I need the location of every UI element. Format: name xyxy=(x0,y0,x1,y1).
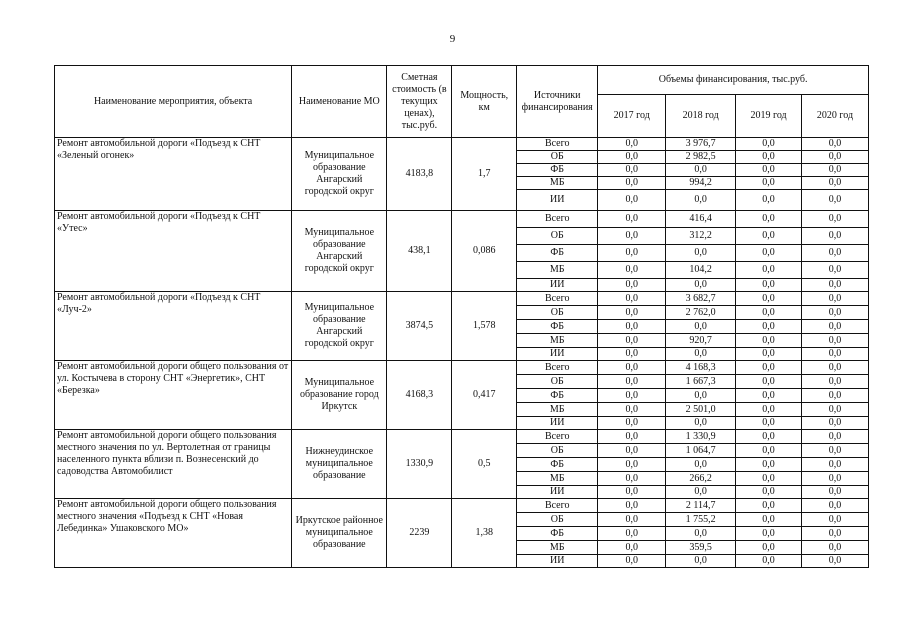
funding-value: 0,0 xyxy=(736,348,802,361)
funding-value: 0,0 xyxy=(801,228,868,245)
funding-value: 0,0 xyxy=(736,262,802,279)
project-power: 0,5 xyxy=(452,430,517,499)
funding-value: 416,4 xyxy=(666,211,736,228)
funding-value: 0,0 xyxy=(736,375,802,389)
funding-value: 0,0 xyxy=(736,279,802,292)
funding-value: 0,0 xyxy=(801,361,868,375)
funding-value: 0,0 xyxy=(598,375,666,389)
funding-value: 0,0 xyxy=(598,361,666,375)
funding-source: Всего xyxy=(517,430,598,444)
funding-value: 0,0 xyxy=(598,417,666,430)
table-row xyxy=(55,499,869,513)
funding-source: Всего xyxy=(517,499,598,513)
funding-source: ИИ xyxy=(517,190,598,211)
funding-value: 1 330,9 xyxy=(666,430,736,444)
funding-value: 0,0 xyxy=(666,417,736,430)
funding-source: МБ xyxy=(517,177,598,190)
funding-value: 0,0 xyxy=(666,348,736,361)
project-power: 1,578 xyxy=(452,292,517,361)
funding-value: 0,0 xyxy=(736,211,802,228)
funding-value: 0,0 xyxy=(736,403,802,417)
funding-source: ОБ xyxy=(517,513,598,527)
funding-value: 0,0 xyxy=(736,177,802,190)
funding-value: 0,0 xyxy=(666,486,736,499)
funding-value: 0,0 xyxy=(736,245,802,262)
project-cost: 438,1 xyxy=(387,211,452,292)
funding-value: 0,0 xyxy=(666,279,736,292)
funding-value: 0,0 xyxy=(801,306,868,320)
funding-value: 0,0 xyxy=(801,527,868,541)
funding-source: ОБ xyxy=(517,444,598,458)
page-number: 9 xyxy=(449,33,456,45)
funding-value: 0,0 xyxy=(801,541,868,555)
funding-value: 0,0 xyxy=(736,444,802,458)
funding-source: ИИ xyxy=(517,417,598,430)
funding-value: 0,0 xyxy=(736,151,802,164)
funding-value: 0,0 xyxy=(736,334,802,348)
funding-value: 0,0 xyxy=(598,177,666,190)
funding-value: 0,0 xyxy=(598,138,666,151)
funding-value: 0,0 xyxy=(801,555,868,568)
funding-value: 0,0 xyxy=(598,555,666,568)
funding-value: 2 982,5 xyxy=(666,151,736,164)
funding-value: 0,0 xyxy=(801,499,868,513)
header-year: 2017 год xyxy=(598,95,666,138)
funding-value: 0,0 xyxy=(598,228,666,245)
funding-value: 0,0 xyxy=(598,334,666,348)
project-cost: 2239 xyxy=(387,499,452,568)
funding-value: 0,0 xyxy=(666,555,736,568)
funding-value: 0,0 xyxy=(801,279,868,292)
funding-value: 0,0 xyxy=(598,444,666,458)
project-name: Ремонт автомобильной дороги общего пользования от ул. Костычева в сторону СНТ «Энергетик», СНТ «Березка» xyxy=(55,361,292,430)
project-mo: Нижнеудинское муниципальное образование xyxy=(292,430,387,499)
funding-value: 0,0 xyxy=(801,513,868,527)
funding-source: МБ xyxy=(517,262,598,279)
project-mo: Иркутское районное муниципальное образование xyxy=(292,499,387,568)
header-volumes: Объемы финансирования, тыс.руб. xyxy=(598,66,869,95)
project-cost: 1330,9 xyxy=(387,430,452,499)
project-power: 1,38 xyxy=(452,499,517,568)
funding-value: 0,0 xyxy=(666,389,736,403)
project-cost: 4183,8 xyxy=(387,138,452,211)
funding-value: 4 168,3 xyxy=(666,361,736,375)
funding-value: 0,0 xyxy=(736,389,802,403)
funding-value: 0,0 xyxy=(598,279,666,292)
funding-value: 0,0 xyxy=(598,348,666,361)
funding-value: 0,0 xyxy=(801,245,868,262)
funding-value: 1 667,3 xyxy=(666,375,736,389)
funding-source: Всего xyxy=(517,138,598,151)
funding-value: 0,0 xyxy=(598,486,666,499)
funding-value: 0,0 xyxy=(598,389,666,403)
financing-table xyxy=(54,65,869,568)
funding-value: 0,0 xyxy=(598,292,666,306)
funding-source: ФБ xyxy=(517,389,598,403)
funding-value: 0,0 xyxy=(598,151,666,164)
funding-source: ФБ xyxy=(517,245,598,262)
funding-value: 0,0 xyxy=(801,375,868,389)
funding-value: 0,0 xyxy=(736,499,802,513)
header-power: Мощность, км xyxy=(452,66,517,138)
header-sources: Источники финансирования xyxy=(517,66,598,138)
funding-value: 2 501,0 xyxy=(666,403,736,417)
project-cost: 4168,3 xyxy=(387,361,452,430)
header-year: 2019 год xyxy=(736,95,802,138)
funding-value: 0,0 xyxy=(666,164,736,177)
funding-value: 0,0 xyxy=(736,164,802,177)
funding-value: 0,0 xyxy=(801,177,868,190)
funding-source: МБ xyxy=(517,334,598,348)
funding-value: 0,0 xyxy=(598,306,666,320)
funding-value: 0,0 xyxy=(598,320,666,334)
funding-value: 0,0 xyxy=(598,527,666,541)
funding-value: 0,0 xyxy=(801,292,868,306)
funding-source: ФБ xyxy=(517,164,598,177)
table-row xyxy=(55,211,869,228)
project-name: Ремонт автомобильной дороги общего пользования местного значения по ул. Вертолетная от границы населенного пункта вблизи п. Вознесенский до садоводства Автомобилист xyxy=(55,430,292,499)
funding-source: Всего xyxy=(517,211,598,228)
table-body xyxy=(55,138,869,568)
project-mo: Муниципальное образование Ангарский городской округ xyxy=(292,292,387,361)
funding-value: 0,0 xyxy=(801,403,868,417)
funding-value: 920,7 xyxy=(666,334,736,348)
table-row xyxy=(55,292,869,306)
funding-value: 0,0 xyxy=(666,527,736,541)
funding-value: 0,0 xyxy=(801,389,868,403)
funding-source: ИИ xyxy=(517,555,598,568)
funding-value: 0,0 xyxy=(736,417,802,430)
header-year: 2020 год xyxy=(801,95,868,138)
funding-value: 0,0 xyxy=(666,458,736,472)
funding-source: ФБ xyxy=(517,458,598,472)
funding-value: 0,0 xyxy=(598,190,666,211)
funding-value: 0,0 xyxy=(801,458,868,472)
funding-source: ИИ xyxy=(517,486,598,499)
funding-value: 104,2 xyxy=(666,262,736,279)
funding-source: МБ xyxy=(517,472,598,486)
funding-value: 0,0 xyxy=(736,190,802,211)
funding-value: 0,0 xyxy=(801,190,868,211)
funding-value: 0,0 xyxy=(801,334,868,348)
funding-value: 2 114,7 xyxy=(666,499,736,513)
header-mo: Наименование МО xyxy=(292,66,387,138)
funding-value: 0,0 xyxy=(736,527,802,541)
funding-value: 0,0 xyxy=(598,541,666,555)
funding-value: 0,0 xyxy=(598,164,666,177)
funding-value: 0,0 xyxy=(801,138,868,151)
table-row xyxy=(55,430,869,444)
funding-value: 0,0 xyxy=(736,361,802,375)
funding-source: ОБ xyxy=(517,151,598,164)
funding-value: 0,0 xyxy=(736,320,802,334)
funding-value: 0,0 xyxy=(736,228,802,245)
header-year: 2018 год xyxy=(666,95,736,138)
funding-source: ОБ xyxy=(517,375,598,389)
funding-value: 0,0 xyxy=(666,190,736,211)
project-mo: Муниципальное образование Ангарский городской округ xyxy=(292,211,387,292)
funding-source: Всего xyxy=(517,292,598,306)
funding-value: 0,0 xyxy=(801,320,868,334)
funding-source: ИИ xyxy=(517,279,598,292)
project-power: 0,417 xyxy=(452,361,517,430)
funding-value: 266,2 xyxy=(666,472,736,486)
funding-value: 0,0 xyxy=(598,245,666,262)
funding-value: 0,0 xyxy=(736,555,802,568)
funding-value: 0,0 xyxy=(801,262,868,279)
funding-value: 994,2 xyxy=(666,177,736,190)
table-row xyxy=(55,361,869,375)
funding-value: 0,0 xyxy=(598,211,666,228)
project-name: Ремонт автомобильной дороги «Подъезд к СНТ «Утес» xyxy=(55,211,292,292)
project-name: Ремонт автомобильной дороги общего пользования местного значения «Подъезд к СНТ «Новая Лебединка» Ушаковского МО» xyxy=(55,499,292,568)
funding-source: ОБ xyxy=(517,306,598,320)
funding-value: 0,0 xyxy=(598,430,666,444)
funding-value: 0,0 xyxy=(801,417,868,430)
funding-source: МБ xyxy=(517,403,598,417)
funding-source: ИИ xyxy=(517,348,598,361)
funding-source: Всего xyxy=(517,361,598,375)
funding-value: 0,0 xyxy=(666,245,736,262)
funding-value: 0,0 xyxy=(598,499,666,513)
funding-source: ОБ xyxy=(517,228,598,245)
table-row xyxy=(55,138,869,151)
funding-value: 359,5 xyxy=(666,541,736,555)
funding-source: ФБ xyxy=(517,527,598,541)
funding-value: 0,0 xyxy=(801,151,868,164)
funding-value: 3 682,7 xyxy=(666,292,736,306)
funding-value: 2 762,0 xyxy=(666,306,736,320)
funding-value: 0,0 xyxy=(736,430,802,444)
project-name: Ремонт автомобильной дороги «Подъезд к СНТ «Зеленый огонек» xyxy=(55,138,292,211)
funding-value: 312,2 xyxy=(666,228,736,245)
funding-value: 0,0 xyxy=(736,513,802,527)
funding-value: 0,0 xyxy=(736,541,802,555)
funding-value: 0,0 xyxy=(801,430,868,444)
funding-value: 0,0 xyxy=(736,472,802,486)
project-name: Ремонт автомобильной дороги «Подъезд к СНТ «Луч-2» xyxy=(55,292,292,361)
funding-value: 0,0 xyxy=(736,486,802,499)
header-name: Наименование мероприятия, объекта xyxy=(55,66,292,138)
funding-value: 0,0 xyxy=(801,444,868,458)
funding-value: 0,0 xyxy=(598,513,666,527)
funding-value: 0,0 xyxy=(736,306,802,320)
funding-value: 1 064,7 xyxy=(666,444,736,458)
funding-value: 3 976,7 xyxy=(666,138,736,151)
project-cost: 3874,5 xyxy=(387,292,452,361)
funding-value: 0,0 xyxy=(736,458,802,472)
funding-value: 0,0 xyxy=(801,348,868,361)
funding-value: 0,0 xyxy=(801,472,868,486)
funding-value: 0,0 xyxy=(598,403,666,417)
funding-value: 0,0 xyxy=(736,138,802,151)
funding-value: 0,0 xyxy=(598,262,666,279)
funding-value: 0,0 xyxy=(736,292,802,306)
funding-value: 0,0 xyxy=(801,164,868,177)
funding-value: 0,0 xyxy=(666,320,736,334)
project-mo: Муниципальное образование город Иркутск xyxy=(292,361,387,430)
header-cost: Сметная стоимость (в текущих ценах), тыс.руб. xyxy=(387,66,452,138)
funding-value: 0,0 xyxy=(801,486,868,499)
funding-value: 0,0 xyxy=(598,458,666,472)
funding-source: ФБ xyxy=(517,320,598,334)
funding-value: 1 755,2 xyxy=(666,513,736,527)
project-power: 1,7 xyxy=(452,138,517,211)
funding-value: 0,0 xyxy=(598,472,666,486)
project-power: 0,086 xyxy=(452,211,517,292)
funding-value: 0,0 xyxy=(801,211,868,228)
project-mo: Муниципальное образование Ангарский городской округ xyxy=(292,138,387,211)
funding-source: МБ xyxy=(517,541,598,555)
